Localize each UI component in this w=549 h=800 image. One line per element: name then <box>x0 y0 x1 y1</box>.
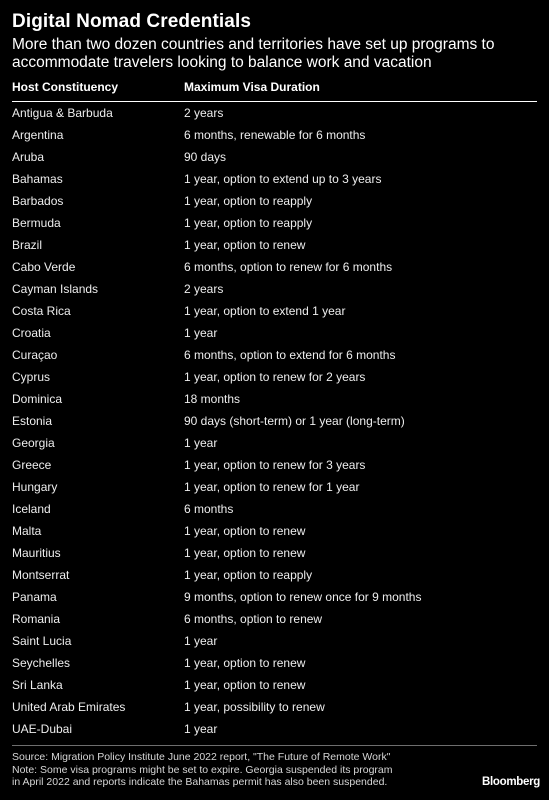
table-row <box>12 454 537 476</box>
table-row <box>12 168 537 190</box>
table-row <box>12 520 537 542</box>
cell-maximum-visa-duration: 1 year, option to renew <box>184 656 306 670</box>
note-line: in April 2022 and reports indicate the Bahamas permit has also been suspended. <box>12 776 388 788</box>
cell-host-constituency: Curaçao <box>12 348 58 362</box>
footer-divider <box>12 745 537 746</box>
table-row <box>12 542 537 564</box>
table-row <box>12 234 537 256</box>
cell-host-constituency: United Arab Emirates <box>12 700 126 714</box>
cell-host-constituency: Cyprus <box>12 370 51 384</box>
cell-host-constituency: Barbados <box>12 194 64 208</box>
cell-maximum-visa-duration: 1 year, possibility to renew <box>184 700 325 714</box>
table-row <box>12 212 537 234</box>
cell-host-constituency: Cabo Verde <box>12 260 76 274</box>
table-row <box>12 124 537 146</box>
table-row <box>12 344 537 366</box>
cell-maximum-visa-duration: 90 days (short-term) or 1 year (long-term) <box>184 414 405 428</box>
table-row <box>12 674 537 696</box>
cell-host-constituency: Seychelles <box>12 656 71 670</box>
table-row <box>12 190 537 212</box>
cell-host-constituency: UAE-Dubai <box>12 722 73 736</box>
cell-maximum-visa-duration: 1 year, option to renew for 1 year <box>184 480 360 494</box>
cell-maximum-visa-duration: 6 months, option to renew <box>184 612 323 626</box>
table-row <box>12 432 537 454</box>
source-note <box>12 751 472 789</box>
cell-maximum-visa-duration: 1 year <box>184 436 218 450</box>
cell-maximum-visa-duration: 1 year <box>184 634 218 648</box>
cell-maximum-visa-duration: 1 year, option to reapply <box>184 194 313 208</box>
cell-maximum-visa-duration: 1 year, option to renew <box>184 546 306 560</box>
cell-maximum-visa-duration: 18 months <box>184 392 241 406</box>
table-row <box>12 410 537 432</box>
cell-maximum-visa-duration: 1 year, option to reapply <box>184 216 313 230</box>
table-row <box>12 586 537 608</box>
cell-maximum-visa-duration: 2 years <box>184 282 224 296</box>
source-line: Source: Migration Policy Institute June 2022 report, "The Future of Remote Work" <box>12 751 391 763</box>
table-row <box>12 146 537 168</box>
cell-host-constituency: Montserrat <box>12 568 70 582</box>
cell-host-constituency: Aruba <box>12 150 45 164</box>
bloomberg-logo: Bloomberg <box>482 776 540 788</box>
cell-maximum-visa-duration: 6 months, option to extend for 6 months <box>184 348 396 362</box>
cell-maximum-visa-duration: 9 months, option to renew once for 9 months <box>184 590 422 604</box>
table-row <box>12 498 537 520</box>
cell-host-constituency: Greece <box>12 458 52 472</box>
cell-maximum-visa-duration: 1 year, option to extend 1 year <box>184 304 346 318</box>
cell-maximum-visa-duration: 1 year, option to extend up to 3 years <box>184 172 382 186</box>
column-header-maximum-visa-duration: Maximum Visa Duration <box>184 80 320 94</box>
cell-host-constituency: Panama <box>12 590 57 604</box>
table-row <box>12 718 537 740</box>
cell-host-constituency: Brazil <box>12 238 43 252</box>
column-header-host-constituency: Host Constituency <box>12 80 119 94</box>
cell-host-constituency: Argentina <box>12 128 64 142</box>
table-row <box>12 102 537 124</box>
table-row <box>12 696 537 718</box>
cell-maximum-visa-duration: 1 year, option to renew for 2 years <box>184 370 366 384</box>
cell-maximum-visa-duration: 6 months, option to renew for 6 months <box>184 260 393 274</box>
table-row <box>12 256 537 278</box>
cell-maximum-visa-duration: 90 days <box>184 150 227 164</box>
cell-host-constituency: Antigua & Barbuda <box>12 106 113 120</box>
table-row <box>12 564 537 586</box>
cell-host-constituency: Bermuda <box>12 216 61 230</box>
cell-host-constituency: Estonia <box>12 414 53 428</box>
cell-host-constituency: Romania <box>12 612 61 626</box>
table-row <box>12 608 537 630</box>
cell-host-constituency: Cayman Islands <box>12 282 99 296</box>
cell-host-constituency: Dominica <box>12 392 63 406</box>
table-row <box>12 388 537 410</box>
table-row <box>12 652 537 674</box>
cell-host-constituency: Bahamas <box>12 172 63 186</box>
table-header <box>12 80 537 100</box>
cell-maximum-visa-duration: 6 months <box>184 502 234 516</box>
page-subtitle: More than two dozen countries and territories have set up programs to accommodate travelers looking to balance work and vacation <box>12 36 495 71</box>
cell-host-constituency: Hungary <box>12 480 58 494</box>
cell-maximum-visa-duration: 1 year, option to renew for 3 years <box>184 458 366 472</box>
cell-host-constituency: Sri Lanka <box>12 678 63 692</box>
table-body <box>12 102 537 740</box>
cell-maximum-visa-duration: 1 year, option to renew <box>184 238 306 252</box>
table-row <box>12 278 537 300</box>
cell-host-constituency: Iceland <box>12 502 51 516</box>
table-row <box>12 322 537 344</box>
page-title: Digital Nomad Credentials <box>12 11 251 32</box>
cell-maximum-visa-duration: 1 year <box>184 722 218 736</box>
cell-host-constituency: Malta <box>12 524 42 538</box>
cell-host-constituency: Croatia <box>12 326 51 340</box>
cell-maximum-visa-duration: 2 years <box>184 106 224 120</box>
table-row <box>12 300 537 322</box>
cell-host-constituency: Costa Rica <box>12 304 71 318</box>
cell-maximum-visa-duration: 6 months, renewable for 6 months <box>184 128 366 142</box>
cell-host-constituency: Saint Lucia <box>12 634 72 648</box>
cell-host-constituency: Georgia <box>12 436 55 450</box>
cell-host-constituency: Mauritius <box>12 546 61 560</box>
cell-maximum-visa-duration: 1 year, option to renew <box>184 678 306 692</box>
cell-maximum-visa-duration: 1 year <box>184 326 218 340</box>
cell-maximum-visa-duration: 1 year, option to renew <box>184 524 306 538</box>
table-row <box>12 476 537 498</box>
table-row <box>12 366 537 388</box>
note-line: Note: Some visa programs might be set to expire. Georgia suspended its program <box>12 763 393 776</box>
table-row <box>12 630 537 652</box>
cell-maximum-visa-duration: 1 year, option to reapply <box>184 568 313 582</box>
